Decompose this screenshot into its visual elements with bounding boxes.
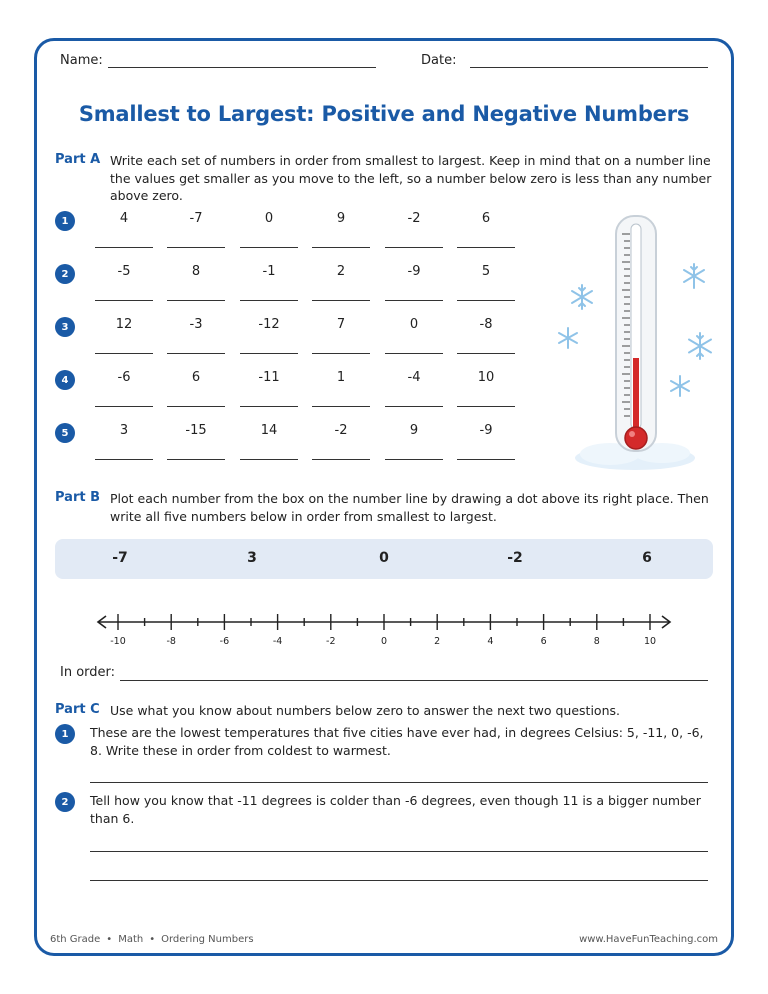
footer-tags: 6th Grade • Math • Ordering Numbers [50,934,254,945]
thermometer-icon [616,216,656,451]
box-number: 3 [247,550,257,566]
question-text: Tell how you know that -11 degrees is colder than -6 degrees, even though 11 is a bigger number than 6. [90,793,701,826]
answer-blank[interactable] [385,459,443,460]
number-value: -6 [117,370,131,385]
answer-line [90,782,708,783]
answer-blank[interactable] [312,247,370,248]
answer-blank[interactable] [457,300,515,301]
snowflake-icon [671,376,689,396]
answer-blank[interactable] [240,300,298,301]
answer-blank[interactable] [95,300,153,301]
answer-blank[interactable] [457,247,515,248]
name-label: Name: [60,53,103,68]
in-order-label: In order: [60,665,116,680]
number-value: -2 [334,423,348,438]
answer-blank[interactable] [312,406,370,407]
name-line [108,67,376,68]
number-value: 1 [336,370,346,385]
number-value: 0 [264,211,274,226]
tick-label: 2 [434,636,441,647]
footer-subject: Math [118,934,144,945]
thermometer-illustration [550,210,720,475]
row-badge: 3 [55,317,75,337]
answer-blank[interactable] [385,300,443,301]
question-badge: 1 [55,724,75,744]
number-value: 6 [481,211,491,226]
answer-blank[interactable] [167,353,225,354]
question-badge: 2 [55,792,75,812]
answer-blank[interactable] [312,353,370,354]
page-title: Smallest to Largest: Positive and Negative Numbers [78,102,690,126]
footer-topic: Ordering Numbers [161,934,254,945]
answer-blank[interactable] [240,247,298,248]
tick-label: 8 [593,636,600,647]
box-number: -7 [112,550,128,566]
part-b-label: Part B [55,490,101,505]
number-value: 2 [336,264,346,279]
number-value: -8 [479,317,493,332]
number-value: 0 [409,317,419,332]
number-value: -3 [189,317,203,332]
number-value: 9 [336,211,346,226]
snowflake-icon [572,285,592,309]
answer-blank[interactable] [167,247,225,248]
tick-label: -4 [272,636,283,647]
snowflake-icon [684,264,704,288]
number-value: 6 [191,370,201,385]
number-value: -1 [262,264,276,279]
snowflake-icon [689,333,711,359]
answer-blank[interactable] [457,406,515,407]
number-value: -4 [407,370,421,385]
answer-blank[interactable] [457,459,515,460]
date-label: Date: [421,53,457,68]
number-value: -5 [117,264,131,279]
answer-line [90,851,708,852]
answer-blank[interactable] [240,353,298,354]
part-c-instructions: Use what you know about numbers below zero to answer the next two questions. [110,703,620,718]
answer-blank[interactable] [95,459,153,460]
row-badge: 2 [55,264,75,284]
answer-blank[interactable] [385,406,443,407]
part-b-instructions: Plot each number from the box on the number line by drawing a dot above its right place. Then write all five numbers below in order from smallest to largest. [110,491,709,524]
box-number: 0 [379,550,389,566]
answer-blank[interactable] [457,353,515,354]
question-text: These are the lowest temperatures that five cities have ever had, in degrees Celsius: 5, -11, 0, -6, 8. Write these in order from coldest to warmest. [90,725,704,758]
tick-label: 6 [540,636,547,647]
answer-line [90,880,708,881]
number-value: 5 [481,264,491,279]
number-value: -9 [407,264,421,279]
answer-blank[interactable] [385,353,443,354]
box-number: -2 [507,550,523,566]
number-value: -15 [185,423,207,438]
number-line [90,610,680,634]
number-value: -12 [258,317,280,332]
tick-label: -10 [110,636,126,647]
number-value: 8 [191,264,201,279]
number-value: -2 [407,211,421,226]
number-value: 14 [260,423,278,438]
answer-blank[interactable] [167,300,225,301]
answer-blank[interactable] [240,459,298,460]
number-value: -7 [189,211,203,226]
number-value: 4 [119,211,129,226]
in-order-line [120,680,708,681]
answer-blank[interactable] [95,247,153,248]
tick-label: 0 [380,636,388,647]
answer-blank[interactable] [167,406,225,407]
footer-site: www.HaveFunTeaching.com [579,934,718,945]
number-value: 9 [409,423,419,438]
tick-label: -6 [219,636,230,647]
answer-blank[interactable] [95,353,153,354]
snowflake-icon [559,328,577,348]
tick-label: 4 [487,636,494,647]
date-line [470,67,708,68]
part-a-label: Part A [55,152,101,167]
tick-label: -2 [326,636,336,647]
number-value: 12 [115,317,133,332]
row-badge: 1 [55,211,75,231]
answer-blank[interactable] [95,406,153,407]
part-c-label: Part C [55,702,100,717]
footer-grade: 6th Grade [50,934,101,945]
answer-blank[interactable] [167,459,225,460]
box-number: 6 [642,550,652,566]
number-value: 7 [336,317,346,332]
row-badge: 4 [55,370,75,390]
number-value: -9 [479,423,493,438]
answer-blank[interactable] [240,406,298,407]
row-badge: 5 [55,423,75,443]
answer-blank[interactable] [312,300,370,301]
answer-blank[interactable] [312,459,370,460]
number-box [55,539,713,579]
number-value: 3 [119,423,129,438]
number-value: 10 [477,370,495,385]
number-value: -11 [258,370,280,385]
part-a-instructions: Write each set of numbers in order from smallest to largest. Keep in mind that on a number line the values get smaller as you move to the left, so a number below zero is less than any number above zero. [110,153,712,203]
tick-label: -8 [166,636,176,647]
tick-label: 10 [643,636,657,647]
answer-blank[interactable] [385,247,443,248]
